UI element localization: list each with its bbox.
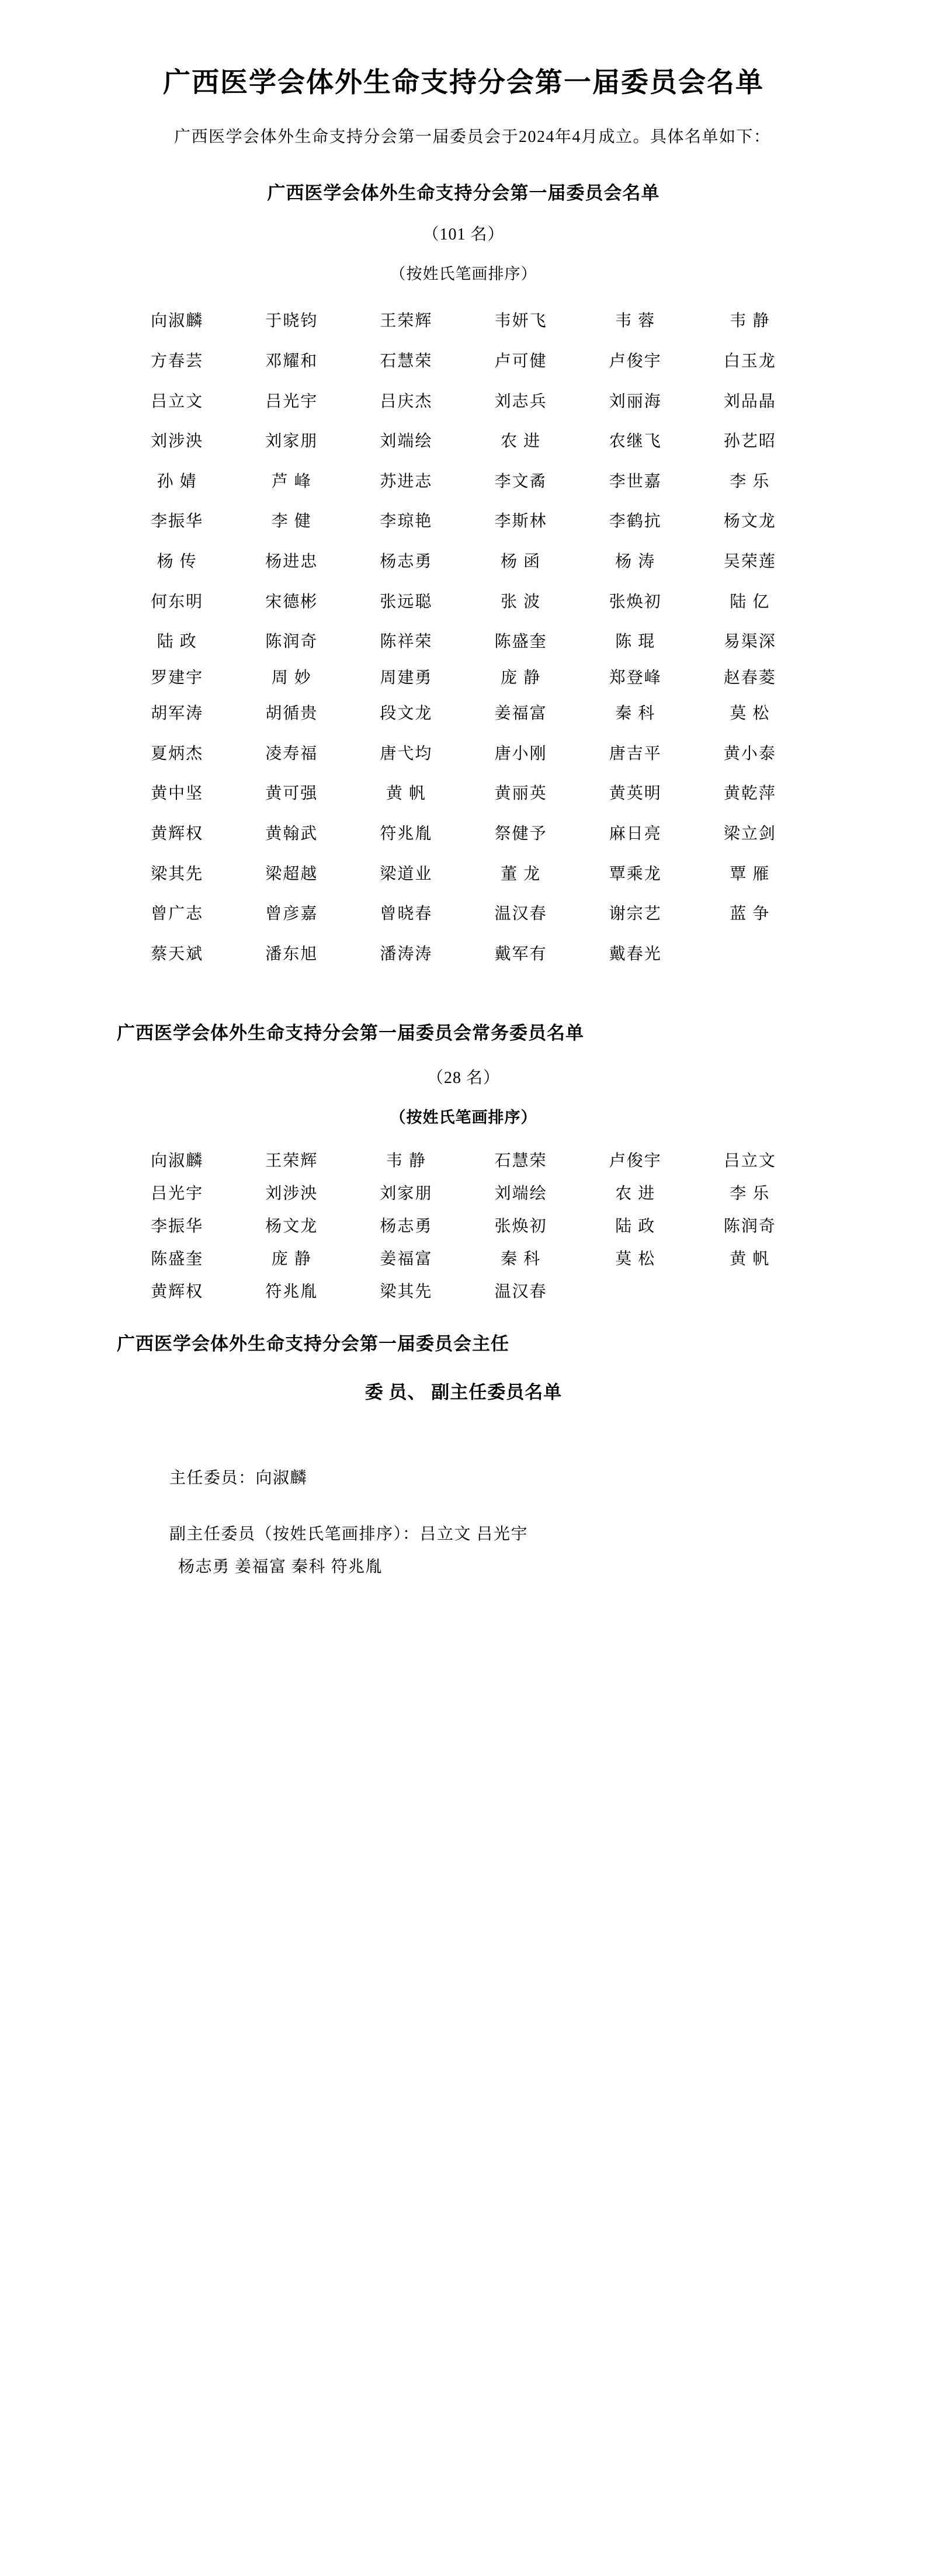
list-item: 农 进: [501, 432, 541, 451]
list-item: 李 乐: [730, 472, 770, 491]
list-item: 黄辉权: [151, 825, 204, 843]
list-item: 郑登峰: [609, 668, 662, 687]
list-item: 黄小泰: [723, 744, 776, 763]
list-item: 曾晓春: [380, 905, 433, 924]
intro-paragraph: 广西医学会体外生命支持分会第一届委员会于2024年4月成立。具体名单如下：: [174, 127, 771, 146]
list-item: 庞 静: [501, 668, 541, 687]
list-item: 苏进志: [380, 472, 433, 491]
list-item: 陈盛奎: [494, 633, 547, 651]
list-item: 孙 婧: [157, 472, 197, 491]
list-item: 黄 帆: [730, 1249, 770, 1268]
list-item: 陆 亿: [730, 592, 770, 611]
list-item: 杨进忠: [265, 552, 318, 571]
list-item: 刘品晶: [723, 392, 776, 411]
list-item: 祭健予: [494, 825, 547, 843]
list-item: 胡循贵: [265, 704, 318, 723]
list-item: 方春芸: [151, 352, 204, 370]
list-item: 黄翰武: [265, 825, 318, 843]
list-item: 曾彦嘉: [265, 905, 318, 924]
list-item: 张焕初: [609, 592, 662, 611]
list-item: 陈润奇: [723, 1217, 776, 1235]
list-item: 段文龙: [380, 704, 433, 723]
list-item: 黄英明: [609, 784, 662, 803]
list-item: 邓耀和: [265, 352, 318, 370]
list-item: 吕庆杰: [380, 392, 433, 411]
list-item: 周 妙: [271, 668, 312, 687]
list-item: 韦 静: [386, 1151, 426, 1170]
leadership-heading-line2: 委 员、 副主任委员名单: [364, 1381, 563, 1402]
list-item: 张焕初: [494, 1217, 547, 1235]
list-item: 宋德彬: [265, 592, 318, 611]
list-item: 凌寿福: [265, 744, 318, 763]
list-item: 唐弋均: [380, 744, 433, 763]
list-item: 刘家朋: [380, 1184, 433, 1203]
list-item: 蔡天斌: [151, 945, 204, 963]
standing-committee-heading: 广西医学会体外生命支持分会第一届委员会常务委员名单: [117, 1023, 584, 1044]
list-item: 陈 琨: [615, 633, 656, 651]
list-item: 梁其先: [151, 865, 204, 883]
list-item: 黄乾萍: [723, 784, 776, 803]
list-item: 胡军涛: [151, 704, 204, 723]
list-item: 莫 松: [615, 1249, 656, 1268]
list-item: 董 龙: [501, 865, 541, 883]
list-item: 李振华: [151, 1217, 204, 1235]
committee-order-note: （按姓氏笔画排序）: [390, 265, 537, 283]
list-item: 张 波: [501, 592, 541, 611]
committee-heading: 广西医学会体外生命支持分会第一届委员会名单: [267, 182, 660, 203]
list-item: 石慧荣: [380, 352, 433, 370]
list-item: 梁立剑: [723, 825, 776, 843]
list-item: 周建勇: [380, 668, 433, 687]
list-item: 戴军有: [494, 945, 547, 963]
list-item: 孙艺昭: [723, 432, 776, 451]
list-item: 吕光宇: [265, 392, 318, 411]
standing-committee-name-grid: [120, 1145, 807, 1308]
standing-committee-order-note: （按姓氏笔画排序）: [390, 1108, 537, 1126]
list-item: 赵春菱: [723, 668, 776, 687]
list-item: 唐吉平: [609, 744, 662, 763]
list-item: 黄中坚: [151, 784, 204, 803]
committee-count: （101 名）: [422, 225, 505, 244]
list-item: 刘端绘: [380, 432, 433, 451]
committee-name-grid: [120, 301, 807, 662]
list-item: 李琼艳: [380, 512, 433, 531]
list-item: 向淑麟: [151, 1151, 204, 1170]
list-item: 杨志勇: [380, 552, 433, 571]
section-spacer: [88, 974, 839, 998]
list-item: 黄丽英: [494, 784, 547, 803]
list-item: 梁道业: [380, 865, 433, 883]
list-item: 秦 科: [501, 1249, 541, 1268]
list-item: 农 进: [615, 1184, 656, 1203]
list-item: 陈润奇: [265, 633, 318, 651]
chair-line: 主任委员：向淑麟: [169, 1468, 308, 1487]
list-item: 麻日亮: [609, 825, 662, 843]
list-item: 韦妍飞: [494, 312, 547, 331]
list-item: 王荣辉: [265, 1151, 318, 1170]
leadership-heading-line1: 广西医学会体外生命支持分会第一届委员会主任: [117, 1333, 509, 1354]
list-item: 于晓钧: [265, 312, 318, 331]
list-item: 李 乐: [730, 1184, 770, 1203]
list-item: 卢俊宇: [609, 352, 662, 370]
list-item: 向淑麟: [151, 312, 204, 331]
list-item: 卢可健: [494, 352, 547, 370]
list-item: 杨 函: [501, 552, 541, 571]
list-item: 芦 峰: [271, 472, 312, 491]
list-item: 李世嘉: [609, 472, 662, 491]
committee-name-grid-continued: [120, 662, 807, 695]
list-item: 黄辉权: [151, 1282, 204, 1301]
list-item: 潘涛涛: [380, 945, 433, 963]
list-item: 符兆胤: [380, 825, 433, 843]
list-item: 刘家朋: [265, 432, 318, 451]
list-item: 陆 政: [615, 1217, 656, 1235]
list-item: 陈盛奎: [151, 1249, 204, 1268]
list-item: 刘涉泱: [265, 1184, 318, 1203]
list-item: 姜福富: [380, 1249, 433, 1268]
vice-chair-line-1: 副主任委员（按姓氏笔画排序）：吕立文 吕光宇: [169, 1525, 529, 1543]
list-item: 王荣辉: [380, 312, 433, 331]
list-item: 易渠深: [723, 633, 776, 651]
list-item: 韦 静: [730, 312, 770, 331]
list-item: 梁其先: [380, 1282, 433, 1301]
list-item: 吕立文: [723, 1151, 776, 1170]
vice-chair-line-2: 杨志勇 姜福富 秦科 符兆胤: [178, 1557, 383, 1576]
list-item: 罗建宇: [151, 668, 204, 687]
list-item: 覃 雁: [730, 865, 770, 883]
list-item: 杨志勇: [380, 1217, 433, 1235]
list-item: 刘丽海: [609, 392, 662, 411]
list-item: 刘涉泱: [151, 432, 204, 451]
list-item: 李振华: [151, 512, 204, 531]
list-item: 杨 涛: [615, 552, 656, 571]
list-item: 吕立文: [151, 392, 204, 411]
page-title: 广西医学会体外生命支持分会第一届委员会名单: [163, 68, 764, 98]
list-item: 吴荣莲: [723, 552, 776, 571]
list-item: 吕光宇: [151, 1184, 204, 1203]
list-item: 杨文龙: [265, 1217, 318, 1235]
list-item: 何东明: [151, 592, 204, 611]
list-item: 杨 传: [157, 552, 197, 571]
list-item: 李斯林: [494, 512, 547, 531]
list-item: 陆 政: [157, 633, 197, 651]
list-item: 农继飞: [609, 432, 662, 451]
leadership-spacer: [88, 1421, 839, 1462]
list-item: 黄可强: [265, 784, 318, 803]
list-item: 夏炳杰: [151, 744, 204, 763]
list-item: 杨文龙: [723, 512, 776, 531]
list-item: 莫 松: [730, 704, 770, 723]
list-item: 唐小刚: [494, 744, 547, 763]
list-item: 刘志兵: [494, 392, 547, 411]
list-item: 韦 蓉: [615, 312, 656, 331]
list-item: 刘端绘: [494, 1184, 547, 1203]
list-item: 温汉春: [494, 905, 547, 924]
list-item: 谢宗艺: [609, 905, 662, 924]
list-item: 符兆胤: [265, 1282, 318, 1301]
vice-chair-spacer: [88, 1495, 839, 1518]
list-item: 梁超越: [265, 865, 318, 883]
list-item: 秦 科: [615, 704, 656, 723]
committee-name-grid-continued-2: [120, 694, 807, 974]
list-item: 庞 静: [271, 1249, 312, 1268]
list-item: 曾广志: [151, 905, 204, 924]
list-item: 李 健: [271, 512, 312, 531]
list-item: 覃乘龙: [609, 865, 662, 883]
list-item: 陈祥荣: [380, 633, 433, 651]
list-item: 姜福富: [494, 704, 547, 723]
list-item: 李文矞: [494, 472, 547, 491]
list-item: 石慧荣: [494, 1151, 547, 1170]
list-item: 张远聪: [380, 592, 433, 611]
list-item: 白玉龙: [723, 352, 776, 370]
standing-committee-count: （28 名）: [426, 1068, 500, 1087]
list-item: 戴春光: [609, 945, 662, 963]
list-item: 潘东旭: [265, 945, 318, 963]
list-item: 蓝 争: [730, 905, 770, 924]
list-item: 李鹤抗: [609, 512, 662, 531]
list-item: 温汉春: [494, 1282, 547, 1301]
list-item: 卢俊宇: [609, 1151, 662, 1170]
list-item: 黄 帆: [386, 784, 426, 803]
